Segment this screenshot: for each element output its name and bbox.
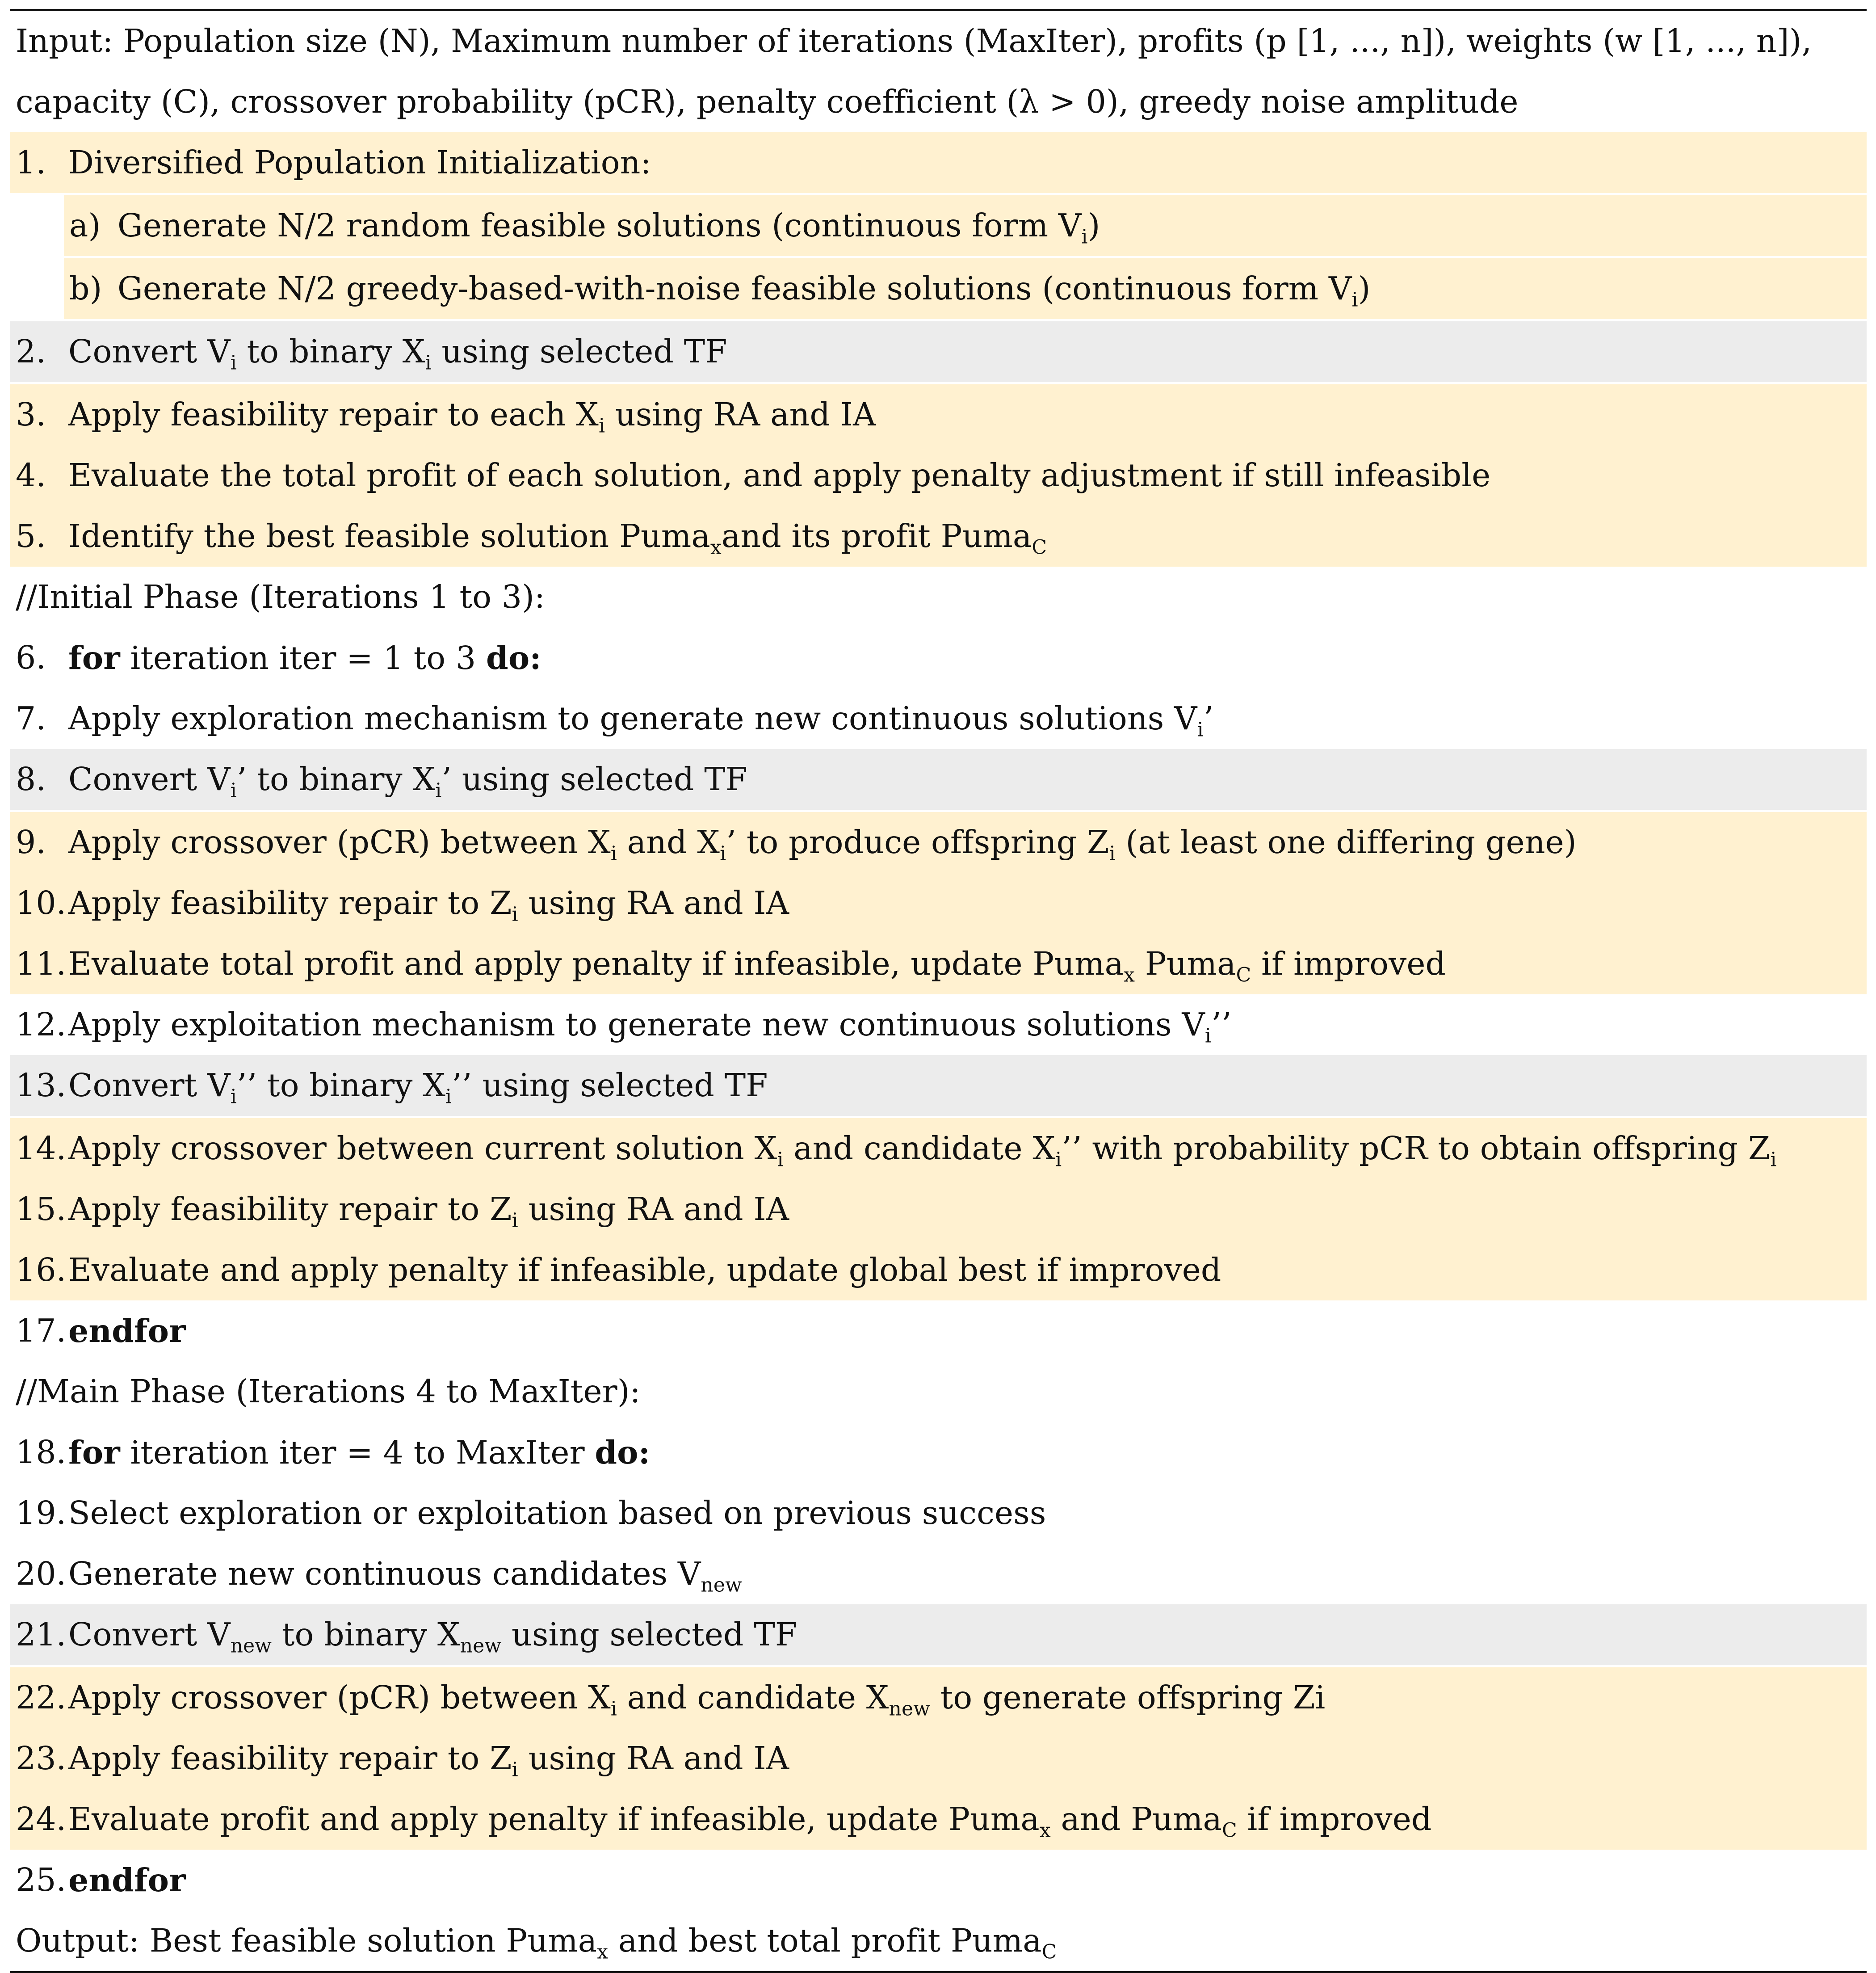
- input-line-1: Input: Population size (N), Maximum number of iterations (MaxIter), profits (p [1, ..., n]), weights (w [1, ..., n]),: [16, 22, 1812, 59]
- step-17: 17. endfor: [16, 1312, 186, 1350]
- algorithm-box: [10, 9, 1867, 1973]
- step-6: 6. for iteration iter = 1 to 3 do:: [16, 639, 541, 677]
- step-18: 18. for iteration iter = 4 to MaxIter do:: [16, 1434, 651, 1471]
- step-20: 20. Generate new continuous candidates $V_{new}$: [16, 1555, 742, 1597]
- step-8: 8. Convert $V_i$’ to binary $X_i$’ using selected TF: [10, 749, 1867, 810]
- initial-phase-comment: //Initial Phase (Iterations 1 to 3):: [16, 578, 546, 615]
- bottom-rule: [10, 1971, 1867, 1973]
- step-1a: a) Generate N/2 random feasible solutions (continuous form $V_i$): [64, 193, 1867, 256]
- step-14: 14. Apply crossover between current solution $X_i$ and candidate $X_i$’’ with probability pCR to obtain offspring $Z_i$: [10, 1116, 1867, 1179]
- step-19: 19. Select exploration or exploitation based on previous success: [16, 1494, 1046, 1531]
- step-11: 11. Evaluate total profit and apply penalty if infeasible, update Puma$_x$ Puma$_C$ if improved: [10, 934, 1867, 994]
- step-25: 25. endfor: [16, 1861, 186, 1899]
- step-3: 3. Apply feasibility repair to each $X_i$ using RA and IA: [10, 382, 1867, 445]
- step-23: 23. Apply feasibility repair to $Z_i$ using RA and IA: [10, 1728, 1867, 1789]
- step-7: 7. Apply exploration mechanism to generate new continuous solutions $V_i$’: [16, 700, 1214, 741]
- step-12: 12. Apply exploitation mechanism to generate new continuous solutions $V_i$’’: [16, 1006, 1232, 1047]
- step-1b: b) Generate N/2 greedy-based-with-noise feasible solutions (continuous form $V_i$): [64, 256, 1867, 319]
- step-15: 15. Apply feasibility repair to $Z_i$ using RA and IA: [10, 1179, 1867, 1240]
- step-16: 16. Evaluate and apply penalty if infeasible, update global best if improved: [10, 1240, 1867, 1300]
- step-10: 10. Apply feasibility repair to $Z_i$ using RA and IA: [10, 873, 1867, 934]
- step-9: 9. Apply crossover (pCR) between $X_i$ and $X_i$’ to produce offspring $Z_i$ (at least one differing gene): [10, 810, 1867, 873]
- step-21: 21. Convert $V_{new}$ to binary $X_{new}$ using selected TF: [10, 1604, 1867, 1665]
- step-24: 24. Evaluate profit and apply penalty if infeasible, update Puma$_x$ and Puma$_C$ if improved: [10, 1789, 1867, 1850]
- main-phase-comment: //Main Phase (Iterations 4 to MaxIter):: [16, 1373, 641, 1410]
- step-13: 13. Convert $V_i$’’ to binary $X_i$’’ using selected TF: [10, 1055, 1867, 1116]
- step-4: 4. Evaluate the total profit of each solution, and apply penalty adjustment if still infeasible: [10, 445, 1867, 506]
- step-2: 2. Convert $V_i$ to binary $X_i$ using selected TF: [10, 319, 1867, 382]
- output-line: Output: Best feasible solution Puma$_x$ and best total profit Puma$_C$: [16, 1922, 1057, 1964]
- step-22: 22. Apply crossover (pCR) between $X_i$ and candidate $X_{new}$ to generate offspring Zi: [10, 1665, 1867, 1728]
- input-line-2: capacity (C), crossover probability (pCR), penalty coefficient (λ > 0), greedy noise amplitude: [16, 83, 1519, 120]
- step-1: 1. Diversified Population Initialization:: [10, 132, 1867, 193]
- step-5: 5. Identify the best feasible solution Puma$_x$and its profit Puma$_C$: [10, 506, 1867, 567]
